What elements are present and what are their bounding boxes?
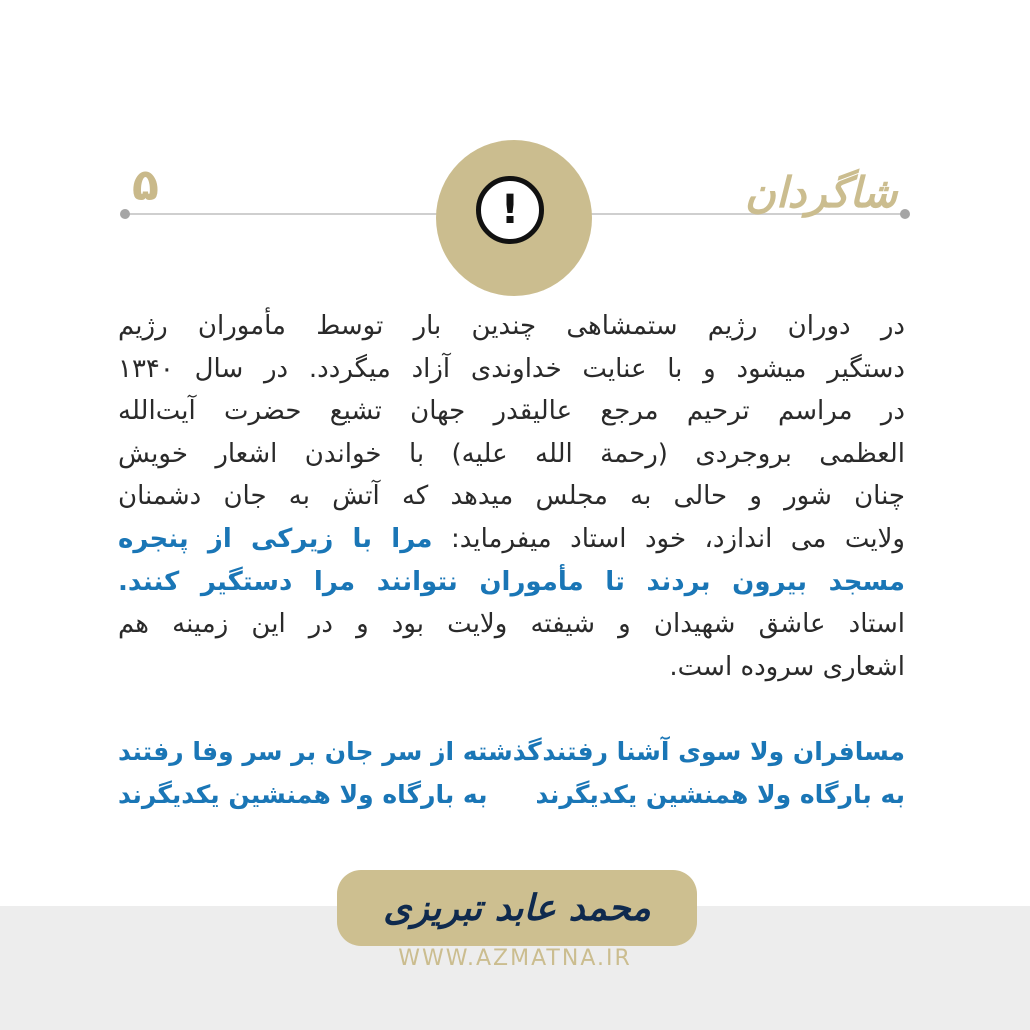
body-line: چنان شور و حالی به مجلس میدهد که آتش به جان دشمنان [118, 481, 905, 512]
body-line: العظمی بروجردی (رحمة الله علیه) با خواندن اشعار خویش [118, 438, 905, 469]
divider-dot-left [120, 209, 130, 219]
poem [118, 730, 905, 816]
signature-banner [337, 870, 697, 946]
quote-highlight: مسجد بیرون بردند تا مأموران نتوانند مرا دستگیر کنند. [118, 566, 905, 597]
poem-verse [118, 773, 905, 816]
body-text-plain: ولایت می اندازد، خود استاد میفرماید: [432, 523, 905, 554]
body-line [118, 518, 905, 561]
signature: محمد عابد تبریزی [383, 887, 651, 929]
body-text [118, 305, 905, 688]
hemistich-left: به بارگاه ولا همنشین یکدیگرند [118, 780, 488, 809]
hemistich-right: مسافران ولا سوی آشنا رفتند [542, 737, 905, 766]
body-line: استاد عاشق شهیدان و شیفته ولایت بود و در این زمینه هم [118, 609, 905, 640]
quote-highlight: مرا با زیرکی از پنجره [118, 523, 433, 554]
poem-verse [118, 730, 905, 773]
logo: شاگردان [745, 168, 898, 217]
page-number: ۵ [132, 160, 159, 211]
body-line: در دوران رژیم ستمشاهی چندین بار توسط مأموران رژیم [118, 311, 905, 341]
divider-dot-right [900, 209, 910, 219]
hemistich-left: گذشته از سر جان بر سر وفا رفتند [118, 737, 542, 766]
hemistich-right: به بارگاه ولا همنشین یکدیگرند [535, 780, 905, 809]
exclamation-icon: ! [476, 176, 544, 244]
body-line: اشعاری سروده است. [669, 651, 905, 682]
website-url: WWW.AZMATNA.IR [398, 946, 632, 971]
body-line: در مراسم ترحیم مرجع عالیقدر جهان تشیع حضرت آیت‌الله [118, 396, 905, 427]
body-line: دستگیر میشود و با عنایت خداوندی آزاد میگردد. در سال ۱۳۴۰ [118, 353, 905, 384]
